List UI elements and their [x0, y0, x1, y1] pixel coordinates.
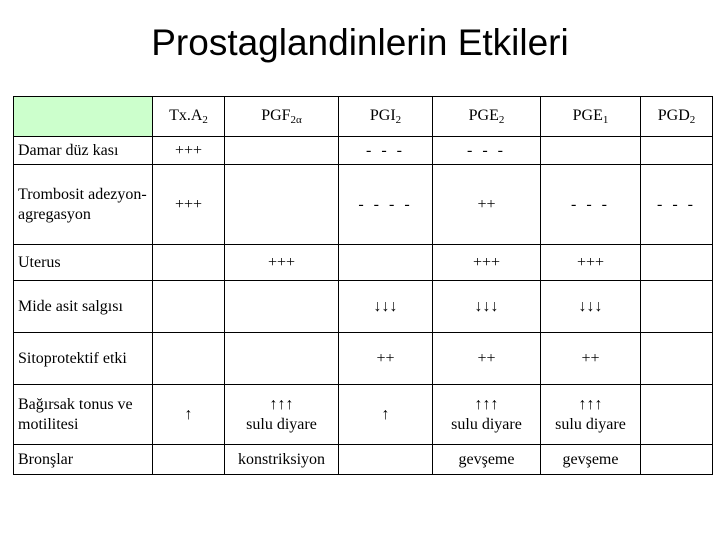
row-label: Damar düz kası [14, 137, 153, 165]
table-cell: - - - - [339, 165, 433, 245]
col-header-pge1 [541, 97, 641, 137]
arrow-value: ↑↑↑ [578, 395, 603, 413]
cell-note: sulu diyare [246, 415, 317, 433]
table-row [14, 445, 713, 475]
table-cell [339, 245, 433, 281]
table-cell: +++ [225, 245, 339, 281]
table-cell: ++ [339, 333, 433, 385]
table-cell [153, 445, 225, 475]
table-cell [641, 333, 713, 385]
col-header-base: PGF [261, 106, 291, 124]
table-row [14, 281, 713, 333]
col-header-txa2 [153, 97, 225, 137]
header-row [14, 97, 713, 137]
table-cell [225, 165, 339, 245]
page-title: Prostaglandinlerin Etkileri [151, 22, 569, 63]
table-cell [153, 281, 225, 333]
table-cell [225, 281, 339, 333]
arrow-value: ↑↑↑ [269, 395, 294, 413]
row-label: Sitoprotektif etki [14, 333, 153, 385]
col-header-pgd2 [641, 97, 713, 137]
table-cell: konstriksiyon [225, 445, 339, 475]
table-cell [225, 333, 339, 385]
col-header-base: PGE [572, 106, 603, 124]
col-header-base: PGD [657, 106, 690, 124]
table-cell: +++ [153, 165, 225, 245]
row-label: Bağırsak tonus ve motilitesi [14, 385, 153, 445]
table-cell [641, 137, 713, 165]
table-cell [641, 245, 713, 281]
effects-table [13, 96, 713, 475]
col-header-pgi2 [339, 97, 433, 137]
table-cell [541, 385, 641, 445]
table-cell [153, 333, 225, 385]
table-cell [641, 281, 713, 333]
arrow-value: ↑↑↑ [474, 395, 499, 413]
col-header-base: Tx.A [169, 106, 203, 124]
arrow-value: ↑ [381, 405, 390, 423]
col-header-sub: 2 [689, 113, 696, 126]
cell-note: sulu diyare [555, 415, 626, 433]
table-cell [641, 385, 713, 445]
col-header-sub: 2 [202, 113, 208, 126]
row-label: Trombosit adezyon-agregasyon [14, 165, 153, 245]
col-header-sub: 2 [498, 113, 505, 126]
table-row [14, 245, 713, 281]
table-cell [153, 385, 225, 445]
table-cell: +++ [153, 137, 225, 165]
table-cell: - - - [641, 165, 713, 245]
corner-cell [14, 97, 153, 137]
arrow-value: ↑ [184, 405, 193, 423]
col-header-base: PGI [369, 106, 396, 124]
table-cell [339, 385, 433, 445]
cell-note: sulu diyare [451, 415, 522, 433]
col-header-pgf2a [225, 97, 339, 137]
table-cell: gevşeme [541, 445, 641, 475]
col-header-base: PGE [468, 106, 499, 124]
col-header-pge2 [433, 97, 541, 137]
table-cell [339, 445, 433, 475]
col-header-sub: 2 [395, 113, 402, 126]
table-row [14, 333, 713, 385]
table-cell [153, 245, 225, 281]
table-cell: ↓↓↓ [339, 281, 433, 333]
table-row [14, 137, 713, 165]
table-cell: - - - [541, 165, 641, 245]
table-cell: +++ [541, 245, 641, 281]
table-cell [225, 385, 339, 445]
table-cell: ↓↓↓ [541, 281, 641, 333]
table-cell: ++ [433, 165, 541, 245]
table-cell: - - - [339, 137, 433, 165]
table-cell: +++ [433, 245, 541, 281]
table-cell [225, 137, 339, 165]
table-cell: gevşeme [433, 445, 541, 475]
row-label: Mide asit salgısı [14, 281, 153, 333]
table-cell [433, 385, 541, 445]
table-row [14, 165, 713, 245]
table-cell [541, 137, 641, 165]
row-label: Uterus [14, 245, 153, 281]
col-header-sub: 1 [602, 113, 609, 126]
table-cell: ↓↓↓ [433, 281, 541, 333]
table-cell: ++ [433, 333, 541, 385]
table-cell: ++ [541, 333, 641, 385]
col-header-sub: 2α [290, 113, 302, 126]
table-cell [641, 445, 713, 475]
table-cell: - - - [433, 137, 541, 165]
table-row [14, 385, 713, 445]
row-label: Bronşlar [14, 445, 153, 475]
